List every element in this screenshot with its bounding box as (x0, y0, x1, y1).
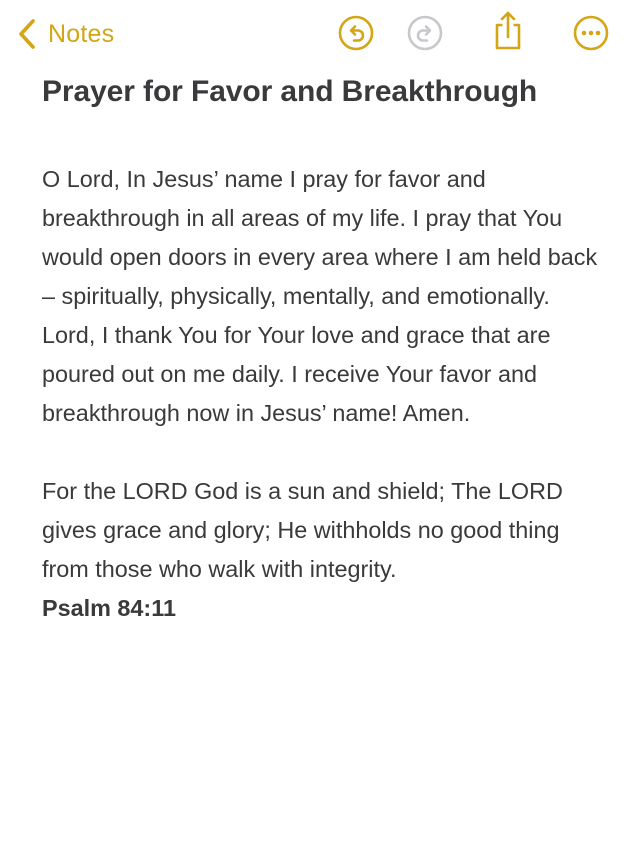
note-title: Prayer for Favor and Breakthrough (42, 75, 538, 108)
note-body[interactable] (0, 72, 640, 628)
undo-icon (337, 14, 375, 52)
redo-button[interactable] (406, 14, 444, 52)
redo-icon (406, 14, 444, 52)
navigation-toolbar (0, 0, 640, 66)
verse-paragraph: For the LORD God is a sun and shield; The LORD gives grace and glory; He withholds no good thing from those who walk with integrity. (42, 478, 563, 582)
undo-button[interactable] (337, 14, 375, 52)
back-to-notes-button[interactable] (16, 14, 114, 54)
share-button[interactable] (489, 10, 527, 48)
share-icon (489, 10, 527, 52)
more-options-button[interactable] (572, 14, 610, 52)
more-icon (572, 14, 610, 52)
chevron-left-icon (16, 17, 38, 51)
back-button-label: Notes (48, 19, 115, 48)
prayer-paragraph: O Lord, In Jesus’ name I pray for favor and breakthrough in all areas of my life. I pray that You would open doors in every area where I am held back – spiritually, physically, mentally, and emotionally. Lord, I thank You for Your love and grace that are poured out on me daily. I receive Your favor and breakthrough now in Jesus’ name! Amen. (42, 166, 598, 426)
verse-reference: Psalm 84:11 (42, 595, 176, 621)
